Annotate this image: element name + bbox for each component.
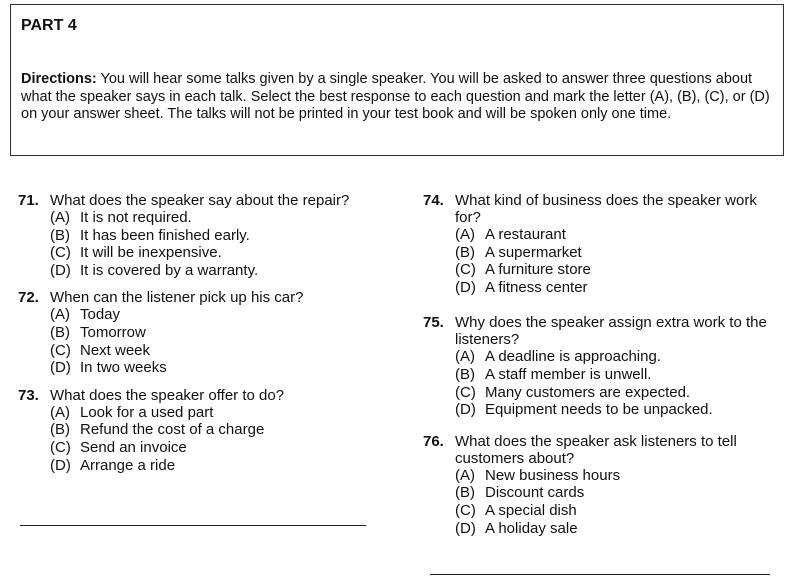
question-text: What does the speaker offer to do?: [50, 386, 285, 404]
option-c[interactable]: [455, 261, 783, 279]
option-letter: (C): [50, 438, 71, 456]
option-letter: (D): [455, 519, 476, 537]
option-d[interactable]: [455, 401, 783, 419]
divider-right: [430, 574, 770, 575]
option-letter: (B): [455, 365, 475, 383]
option-b[interactable]: [455, 244, 783, 262]
option-b[interactable]: [455, 366, 783, 384]
option-letter: (D): [50, 359, 71, 377]
option-letter: (B): [50, 323, 70, 341]
option-text: Today: [80, 306, 121, 324]
option-letter: (D): [50, 456, 71, 474]
option-letter: (B): [455, 243, 475, 261]
option-text: A special dish: [485, 501, 577, 519]
option-letter: (C): [50, 244, 71, 262]
option-letter: (A): [50, 306, 70, 324]
option-text: Tomorrow: [80, 323, 146, 341]
directions-text: You will hear some talks given by a single speaker. You will be asked to answer three questions about what the speaker says in each talk. Select the best response to each question and mark the letter (A), (B), (C), or (D) on your answer sheet. The talks will not be printed in your test book and will be spoken only one time.: [21, 71, 770, 122]
option-c[interactable]: [455, 384, 783, 402]
option-b[interactable]: [50, 324, 398, 342]
directions-label: Directions:: [21, 71, 97, 87]
option-b[interactable]: [455, 484, 783, 502]
option-letter: (C): [455, 501, 476, 519]
question-number: 71.: [18, 192, 39, 209]
option-d[interactable]: [50, 457, 398, 475]
left-column: [18, 192, 398, 474]
option-d[interactable]: [50, 262, 398, 280]
option-text: A furniture store: [485, 261, 591, 279]
question-text: What does the speaker ask listeners to tell customers about?: [455, 432, 737, 467]
right-column: [423, 192, 783, 537]
option-text: Send an invoice: [80, 438, 187, 456]
option-c[interactable]: [50, 439, 398, 457]
option-d[interactable]: [50, 359, 398, 377]
option-a[interactable]: [50, 306, 398, 324]
option-b[interactable]: [50, 227, 398, 245]
option-d[interactable]: [455, 279, 783, 297]
option-text: It is not required.: [80, 209, 192, 226]
option-text: A deadline is approaching.: [485, 348, 661, 366]
option-text: Equipment needs to be unpacked.: [485, 401, 713, 419]
option-a[interactable]: [455, 226, 783, 244]
question-76: [423, 433, 783, 537]
option-a[interactable]: [50, 209, 398, 227]
option-letter: (B): [455, 484, 475, 502]
divider-left: [20, 525, 366, 526]
question-73: [18, 387, 398, 474]
directions-box: [10, 4, 784, 156]
question-75: [423, 314, 783, 418]
question-text: Why does the speaker assign extra work to the listeners?: [455, 314, 767, 349]
option-text: Look for a used part: [80, 403, 214, 421]
option-letter: (D): [455, 278, 476, 296]
option-a[interactable]: [455, 348, 783, 366]
option-letter: (B): [50, 226, 70, 244]
option-text: It is covered by a warranty.: [80, 261, 259, 279]
option-letter: (A): [455, 348, 475, 366]
option-text: A holiday sale: [485, 519, 578, 537]
question-text: What does the speaker say about the repair?: [50, 192, 350, 209]
question-72: [18, 289, 398, 376]
question-number: 74.: [423, 192, 444, 209]
option-text: A fitness center: [485, 278, 588, 296]
option-letter: (C): [455, 261, 476, 279]
question-74: [423, 192, 783, 296]
question-number: 73.: [18, 386, 39, 404]
option-text: Arrange a ride: [80, 456, 176, 474]
option-letter: (A): [50, 209, 70, 226]
question-text: When can the listener pick up his car?: [50, 289, 304, 307]
option-c[interactable]: [455, 502, 783, 520]
option-text: It will be inexpensive.: [80, 244, 222, 262]
directions-paragraph: [21, 71, 771, 124]
option-text: A staff member is unwell.: [485, 365, 652, 383]
option-letter: (C): [455, 383, 476, 401]
option-letter: (C): [50, 341, 71, 359]
option-letter: (A): [455, 226, 475, 243]
option-text: Refund the cost of a charge: [80, 421, 265, 439]
option-letter: (D): [50, 261, 71, 279]
option-text: Discount cards: [485, 484, 585, 502]
question-number: 75.: [423, 314, 444, 332]
option-c[interactable]: [50, 342, 398, 360]
option-text: New business hours: [485, 466, 621, 484]
part-title: PART 4: [21, 17, 77, 34]
question-number: 76.: [423, 432, 444, 450]
option-c[interactable]: [50, 244, 398, 262]
option-text: Many customers are expected.: [485, 383, 691, 401]
option-a[interactable]: [50, 404, 398, 422]
option-text: Next week: [80, 341, 151, 359]
option-b[interactable]: [50, 421, 398, 439]
option-a[interactable]: [455, 467, 783, 485]
question-71: [18, 192, 398, 279]
option-letter: (A): [455, 466, 475, 484]
option-text: A supermarket: [485, 243, 582, 261]
option-letter: (A): [50, 403, 70, 421]
option-letter: (D): [455, 401, 476, 419]
option-text: In two weeks: [80, 359, 167, 377]
question-number: 72.: [18, 289, 39, 307]
question-text: What kind of business does the speaker work for?: [455, 192, 757, 226]
option-d[interactable]: [455, 520, 783, 538]
option-letter: (B): [50, 421, 70, 439]
option-text: It has been finished early.: [80, 226, 250, 244]
option-text: A restaurant: [485, 226, 566, 243]
